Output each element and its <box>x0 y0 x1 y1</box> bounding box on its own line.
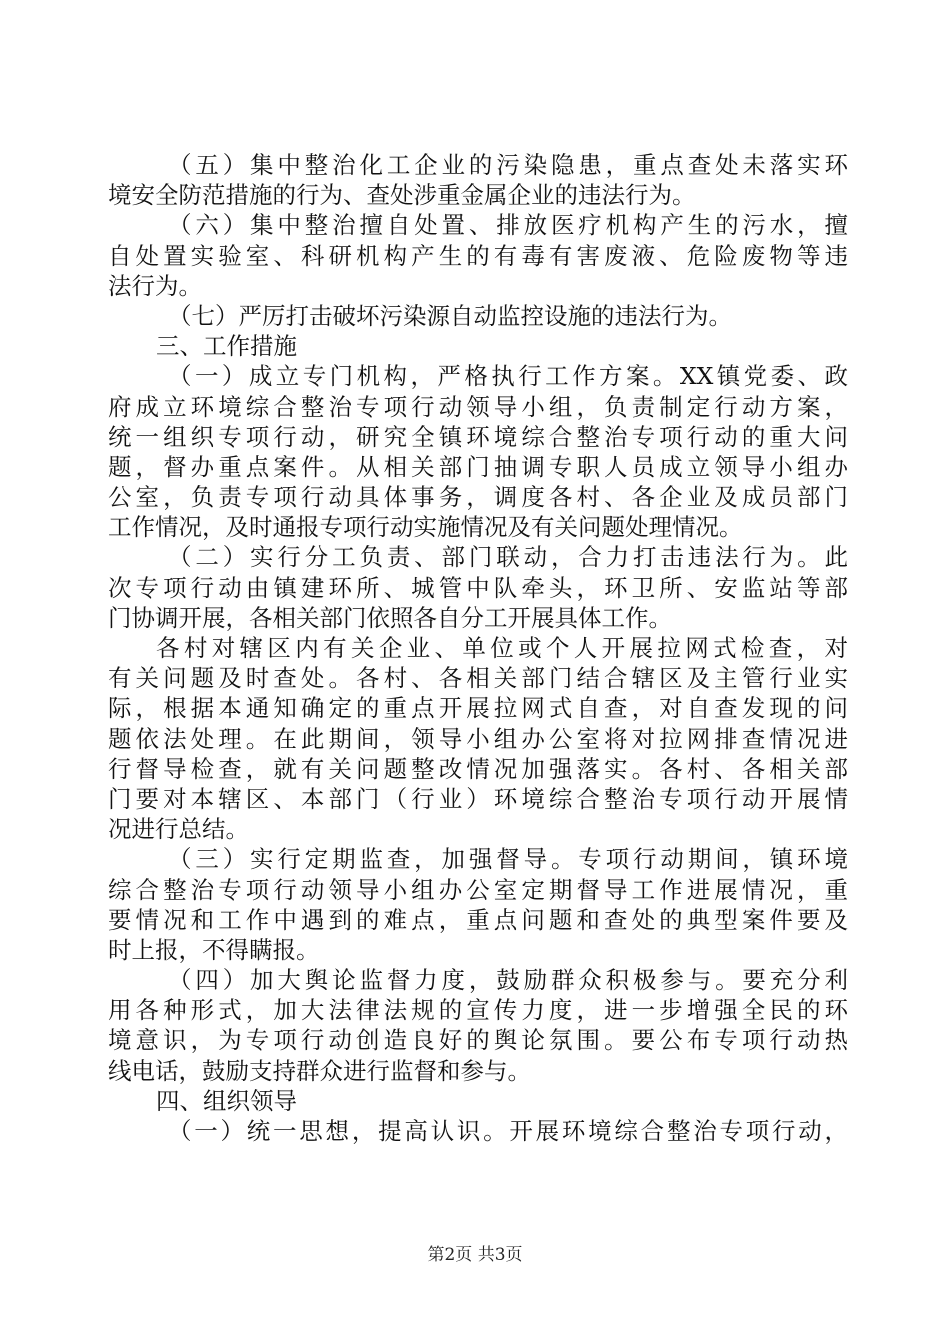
text-line: 时上报，不得瞒报。 <box>108 935 320 964</box>
text-line: 门协调开展，各相关部门依照各自分工开展具体工作。 <box>108 603 672 632</box>
text-line: 综合整治专项行动领导小组办公室定期督导工作进展情况，重 <box>108 875 848 904</box>
text-line: 府成立环境综合整治专项行动领导小组，负责制定行动方案， <box>108 392 848 421</box>
text-line: 境安全防范措施的行为、查处涉重金属企业的违法行为。 <box>108 181 696 210</box>
text-line: （五）集中整治化工企业的污染隐患，重点查处未落实环 <box>168 151 848 179</box>
text-line: 四、组织领导 <box>156 1086 297 1115</box>
text-line: 题依法处理。在此期间，领导小组办公室将对拉网排查情况进 <box>108 724 848 753</box>
text-line: 况进行总结。 <box>108 815 249 844</box>
text-line: 统一组织专项行动，研究全镇环境综合整治专项行动的重大问 <box>108 422 848 451</box>
text-line: （六）集中整治擅自处置、排放医疗机构产生的污水，擅 <box>168 211 848 240</box>
text-line: 要情况和工作中遇到的难点，重点问题和查处的典型案件要及 <box>108 905 848 934</box>
text-line: 法行为。 <box>108 271 202 300</box>
text-line: （三）实行定期监查，加强督导。专项行动期间，镇环境 <box>168 845 848 874</box>
text-line: 自处置实验室、科研机构产生的有毒有害废液、危险废物等违 <box>108 241 848 270</box>
page-footer: 第2页 共3页 <box>427 1245 523 1265</box>
text-line: 境意识，为专项行动创造良好的舆论氛围。要公布专项行动热 <box>108 1026 848 1055</box>
text-line: 用各种形式，加大法律法规的宣传力度，进一步增强全民的环 <box>108 996 848 1025</box>
text-line: （一）统一思想，提高认识。开展环境综合整治专项行动， <box>168 1117 848 1145</box>
text-line: 线电话，鼓励支持群众进行监督和参与。 <box>108 1056 531 1085</box>
text-line: 题，督办重点案件。从相关部门抽调专职人员成立领导小组办 <box>108 452 848 481</box>
text-line: （四）加大舆论监督力度，鼓励群众积极参与。要充分利 <box>168 966 848 995</box>
text-line: 次专项行动由镇建环所、城管中队牵头，环卫所、安监站等部 <box>108 573 848 602</box>
text-line: 工作情况，及时通报专项行动实施情况及有关问题处理情况。 <box>108 513 743 542</box>
text-line: （二）实行分工负责、部门联动，合力打击违法行为。此 <box>168 543 848 572</box>
document-body <box>108 150 848 1146</box>
text-line: 行督导检查，就有关问题整改情况加强落实。各村、各相关部 <box>108 754 848 783</box>
text-line: 际，根据本通知确定的重点开展拉网式自查，对自查发现的问 <box>108 694 848 723</box>
text-line: （一）成立专门机构，严格执行工作方案。XX镇党委、政 <box>168 362 848 391</box>
text-line: 门要对本辖区、本部门（行业）环境综合整治专项行动开展情 <box>108 784 848 813</box>
text-line: （七）严厉打击破坏污染源自动监控设施的违法行为。 <box>168 301 732 330</box>
text-line: 三、工作措施 <box>156 332 297 361</box>
text-line: 公室，负责专项行动具体事务，调度各村、各企业及成员部门 <box>108 483 848 512</box>
text-line: 各村对辖区内有关企业、单位或个人开展拉网式检查，对 <box>156 634 848 662</box>
text-line: 有关问题及时查处。各村、各相关部门结合辖区及主管行业实 <box>108 664 848 693</box>
